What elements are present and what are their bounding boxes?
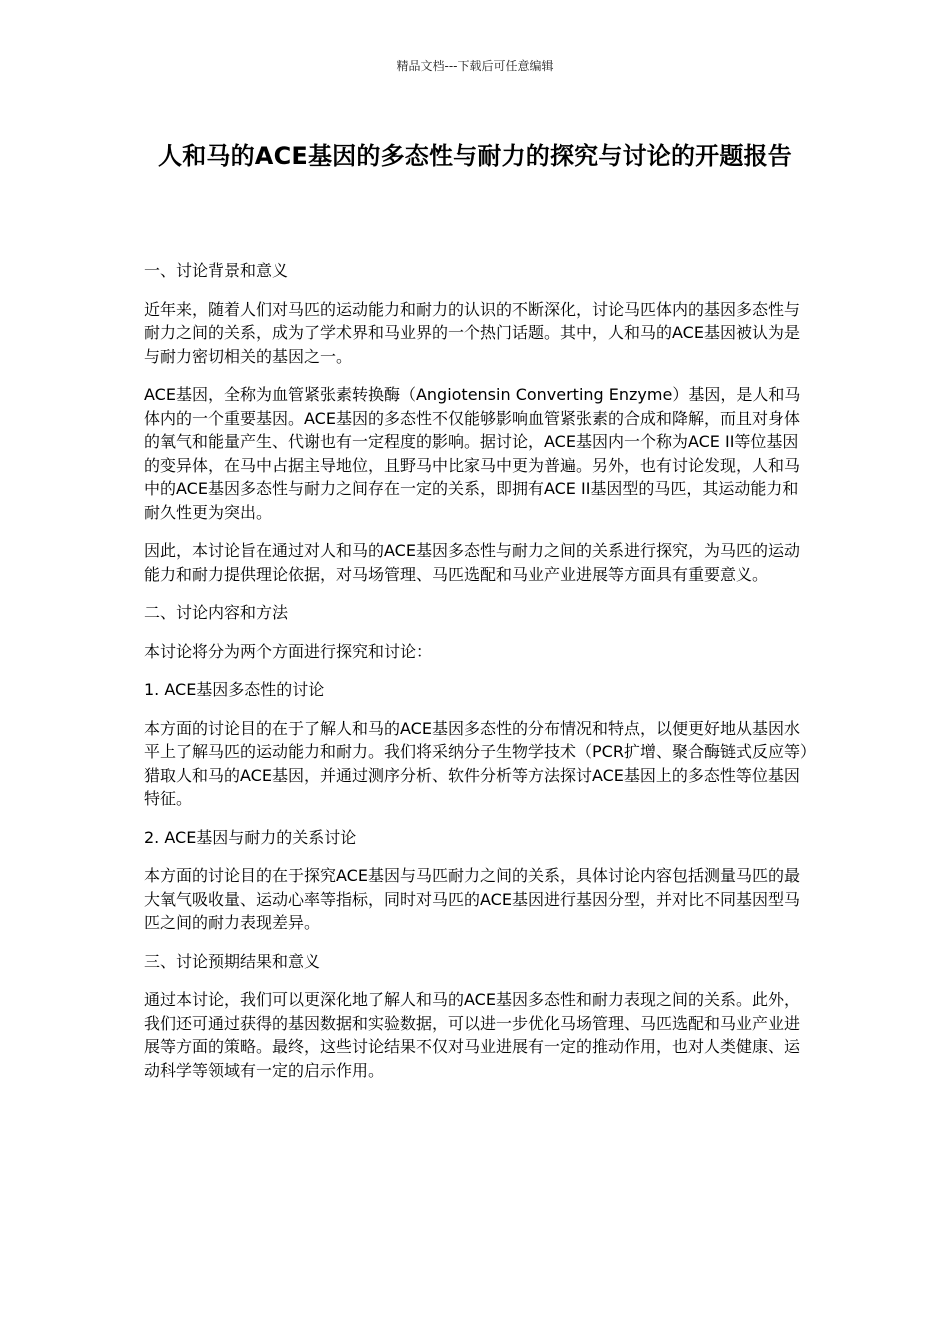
section-1-paragraph-2: ACE基因，全称为血管紧张素转换酶（Angiotensin Converting Enzyme）基因，是人和马体内的一个重要基因。ACE基因的多态性不仅能够影响血管紧张素的合成和降解，而且对身体的氧气和能量产生、代谢也有一定程度的影响。据讨论，ACE基因内一个称为ACE II等位基因的变异体，在马中占据主导地位，且野马中比家马中更为普遍。另外，也有讨论发现，人和马中的ACE基因多态性与耐力之间存在一定的关系，即拥有ACE II基因型的马匹，其运动能力和耐久性更为突出。: [144, 385, 801, 522]
section-1-paragraph-3: 因此，本讨论旨在通过对人和马的ACE基因多态性与耐力之间的关系进行探究，为马匹的运动能力和耐力提供理论依据，对马场管理、马匹选配和马业产业进展等方面具有重要意义。: [144, 541, 800, 584]
section-2-item-2-body: 本方面的讨论目的在于探究ACE基因与马匹耐力之间的关系，具体讨论内容包括测量马匹的最大氧气吸收量、运动心率等指标，同时对马匹的ACE基因进行基因分型，并对比不同基因型马匹之间的耐力表现差异。: [144, 866, 800, 932]
section-2-heading: 二、讨论内容和方法: [144, 603, 289, 622]
section-1-paragraph-1: 近年来，随着人们对马匹的运动能力和耐力的认识的不断深化，讨论马匹体内的基因多态性与耐力之间的关系，成为了学术界和马业界的一个热门话题。其中，人和马的ACE基因被认为是与耐力密切相关的基因之一。: [144, 299, 801, 366]
section-2-intro: 本讨论将分为两个方面进行探究和讨论：: [144, 641, 433, 661]
document-body: [144, 259, 812, 1097]
header-note: 精品文档---下载后可任意编辑: [396, 59, 554, 73]
section-3-heading: 三、讨论预期结果和意义: [144, 951, 321, 971]
section-2-item-1-heading: 1. ACE基因多态性的讨论: [144, 680, 325, 699]
document-title: 人和马的ACE基因的多态性与耐力的探究与讨论的开题报告: [158, 142, 792, 170]
section-3-paragraph-1: 通过本讨论，我们可以更深化地了解人和马的ACE基因多态性和耐力表现之间的关系。此外，我们还可通过获得的基因数据和实验数据，可以进一步优化马场管理、马匹选配和马业产业进展等方面的策略。最终，这些讨论结果不仅对马业进展有一定的推动作用，也对人类健康、运动科学等领域有一定的启示作用。: [144, 990, 801, 1080]
section-2-item-2-heading: 2. ACE基因与耐力的关系讨论: [144, 827, 357, 847]
section-2-item-1-body: 本方面的讨论目的在于了解人和马的ACE基因多态性的分布情况和特点，以便更好地从基因水平上了解马匹的运动能力和耐力。我们将采纳分子生物学技术（PCR扩增、聚合酶链式反应等）猎取人和马的ACE基因，并通过测序分析、软件分析等方法探讨ACE基因上的多态性等位基因特征。: [144, 718, 808, 808]
section-1-heading: 一、讨论背景和意义: [144, 261, 289, 280]
